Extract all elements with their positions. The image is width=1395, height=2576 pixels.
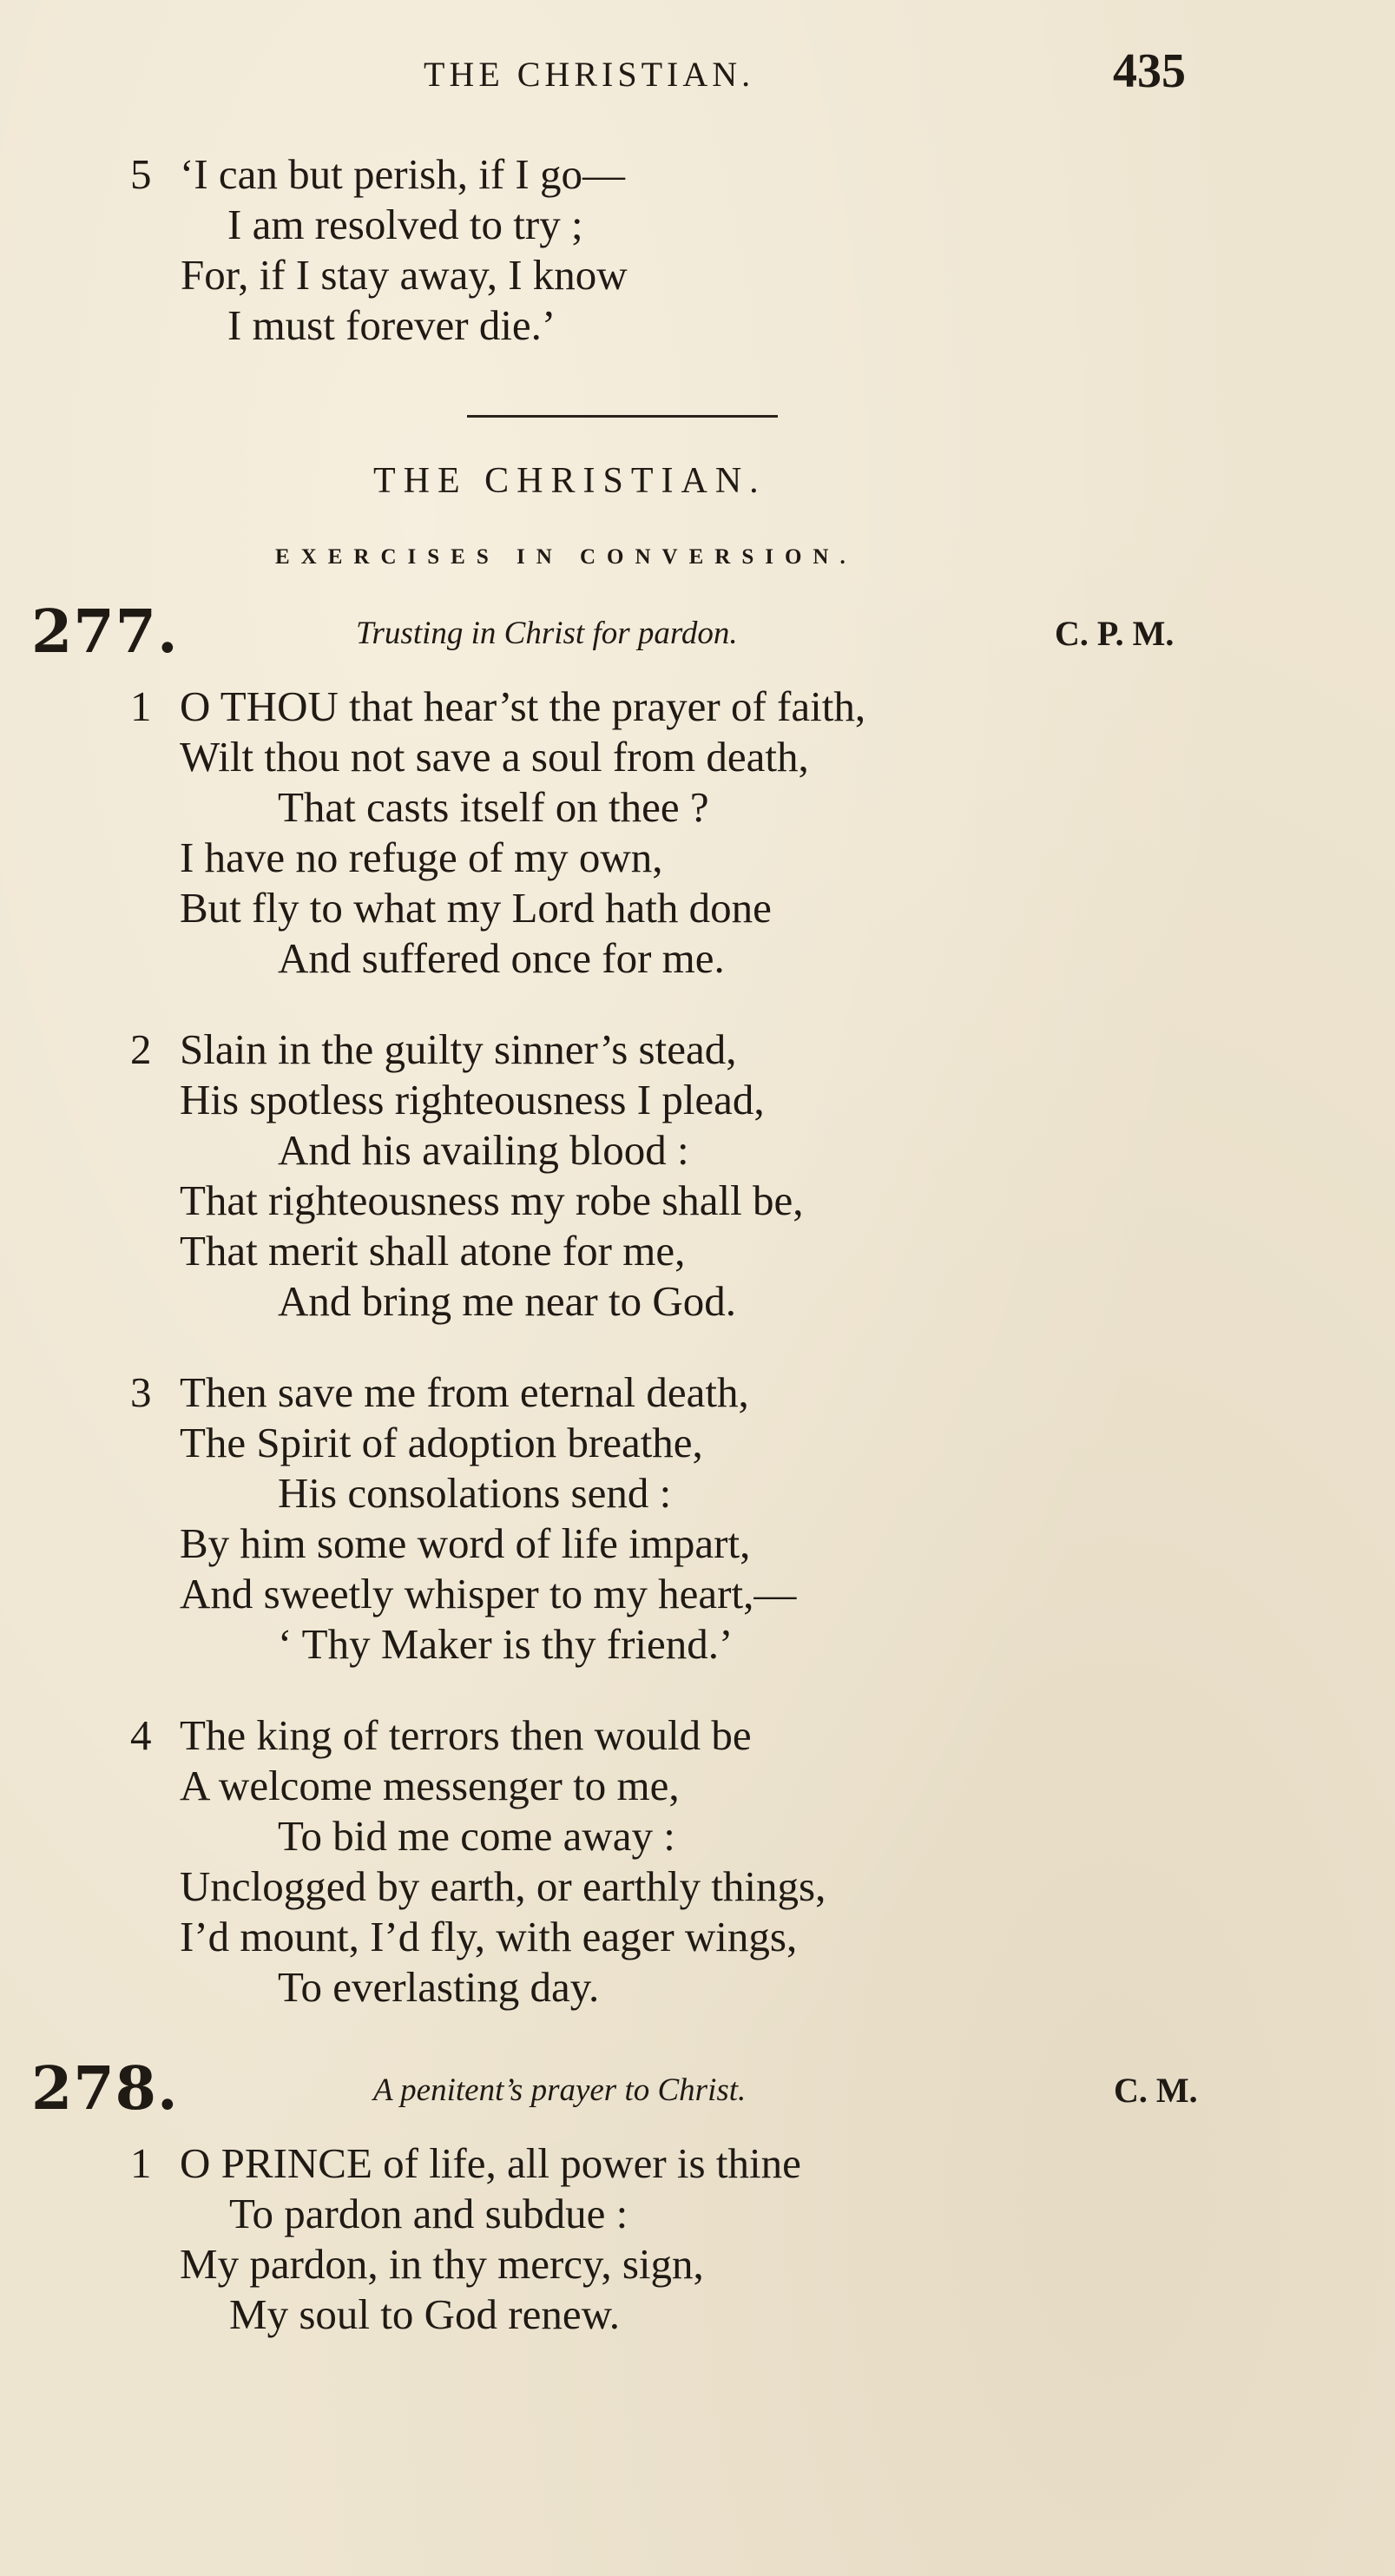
hymn-number: 277. xyxy=(31,597,179,667)
stanza-number: 4 xyxy=(130,1711,152,1759)
stanza-number: 1 xyxy=(130,2139,152,2187)
hymn-number: 278. xyxy=(31,2054,179,2124)
verse-line: That casts itself on thee ? xyxy=(278,783,709,831)
section-title: THE CHRISTIAN. xyxy=(373,461,767,501)
subsection-title: EXERCISES IN CONVERSION. xyxy=(275,545,857,569)
verse-line: A welcome messenger to me, xyxy=(180,1762,680,1809)
verse-line: ‘ Thy Maker is thy friend.’ xyxy=(278,1620,734,1668)
verse-line: The king of terrors then would be xyxy=(180,1711,752,1759)
verse-line: I must forever die.’ xyxy=(227,301,556,349)
verse-line: And suffered once for me. xyxy=(278,934,725,982)
verse-line: His spotless righteousness I plead, xyxy=(180,1076,765,1123)
stanza-number: 1 xyxy=(130,682,152,730)
hymn-title: A penitent’s prayer to Christ. xyxy=(373,2072,747,2108)
hymn-title: Trusting in Christ for pardon. xyxy=(356,616,738,651)
verse-line: Slain in the guilty sinner’s stead, xyxy=(180,1025,737,1073)
verse-line: For, if I stay away, I know xyxy=(181,251,628,299)
verse-line: I have no refuge of my own, xyxy=(180,833,663,881)
verse-line: O THOU that hear’st the prayer of faith, xyxy=(180,682,866,730)
verse-line: By him some word of life impart, xyxy=(180,1519,751,1567)
verse-line: The Spirit of adoption breathe, xyxy=(180,1419,703,1466)
verse-line: And bring me near to God. xyxy=(278,1277,736,1325)
verse-line: O PRINCE of life, all power is thine xyxy=(180,2139,801,2187)
verse-line: My soul to God renew. xyxy=(229,2290,621,2338)
verse-line: But fly to what my Lord hath done xyxy=(180,884,772,932)
verse-line: That righteousness my robe shall be, xyxy=(180,1176,804,1224)
verse-line: And sweetly whisper to my heart,— xyxy=(180,1570,797,1617)
stanza-number: 5 xyxy=(130,150,152,198)
stanza-number: 3 xyxy=(130,1368,152,1416)
section-divider xyxy=(467,415,778,418)
verse-line: Then save me from eternal death, xyxy=(180,1368,749,1416)
running-head: THE CHRISTIAN. xyxy=(424,55,755,94)
verse-line: I’d mount, I’d fly, with eager wings, xyxy=(180,1913,798,1960)
verse-line: And his availing blood : xyxy=(278,1126,689,1174)
verse-line: ‘I can but perish, if I go— xyxy=(180,150,625,198)
verse-line: Unclogged by earth, or earthly things, xyxy=(180,1862,826,1910)
hymn-meter: C. P. M. xyxy=(1055,614,1175,653)
verse-line: To everlasting day. xyxy=(278,1963,600,2011)
verse-line: I am resolved to try ; xyxy=(227,201,583,248)
verse-line: That merit shall atone for me, xyxy=(180,1227,686,1275)
stanza-number: 2 xyxy=(130,1025,152,1073)
verse-line: My pardon, in thy mercy, sign, xyxy=(180,2240,704,2288)
verse-line: His consolations send : xyxy=(278,1469,672,1517)
hymn-meter: C. M. xyxy=(1114,2071,1198,2110)
verse-line: Wilt thou not save a soul from death, xyxy=(180,733,809,781)
verse-line: To pardon and subdue : xyxy=(229,2190,628,2237)
verse-line: To bid me come away : xyxy=(278,1812,675,1860)
page-number: 435 xyxy=(1113,44,1186,98)
